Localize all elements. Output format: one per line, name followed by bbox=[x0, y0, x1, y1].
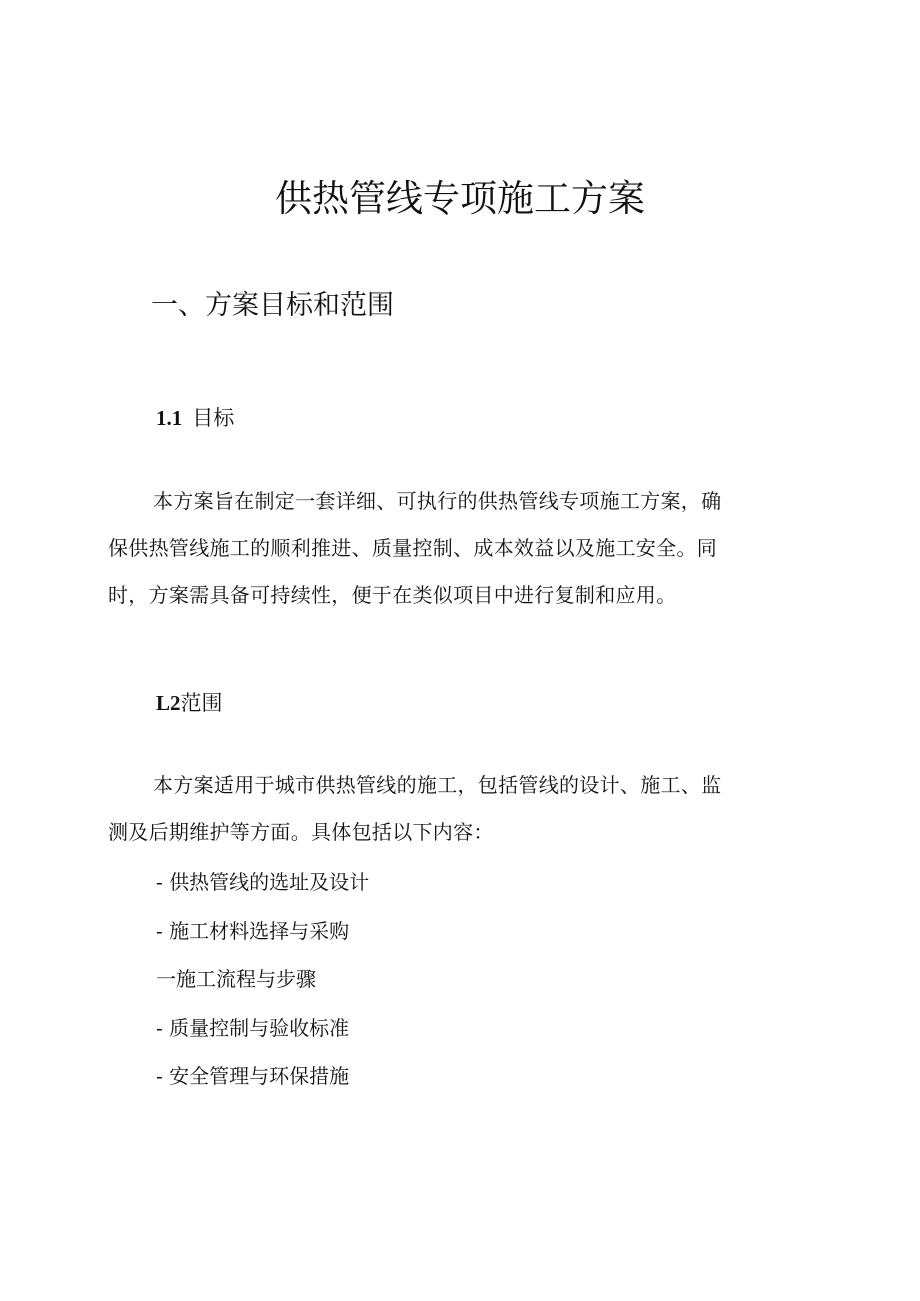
list-item: - 安全管理与环保措施 bbox=[156, 1064, 350, 1088]
goal-paragraph bbox=[108, 478, 808, 619]
subsection-number: L2 bbox=[156, 691, 181, 715]
paragraph-line: 本方案适用于城市供热管线的施工，包括管线的设计、施工、监 bbox=[153, 773, 722, 797]
scope-paragraph bbox=[108, 762, 808, 856]
section-heading-goals-scope: 一、方案目标和范围 bbox=[151, 290, 394, 321]
paragraph-line: 测及后期维护等方面。具体包括以下内容： bbox=[108, 820, 494, 844]
subsection-number: 1.1 bbox=[156, 406, 183, 430]
paragraph-line: 本方案旨在制定一套详细、可执行的供热管线专项施工方案，确 bbox=[153, 489, 722, 513]
paragraph-line: 时，方案需具备可持续性，便于在类似项目中进行复制和应用。 bbox=[108, 583, 677, 607]
subsection-heading-scope bbox=[156, 687, 223, 719]
subsection-heading-goal bbox=[156, 402, 234, 434]
document-title: 供热管线专项施工方案 bbox=[275, 177, 645, 220]
scope-items-list bbox=[156, 858, 369, 1101]
list-item: - 施工材料选择与采购 bbox=[156, 918, 350, 943]
list-item: 一施工流程与步骤 bbox=[156, 967, 316, 991]
list-item: - 质量控制与验收标准 bbox=[156, 1015, 350, 1040]
subsection-label: 目标 bbox=[192, 406, 235, 430]
list-item: - 供热管线的选址及设计 bbox=[156, 870, 370, 894]
subsection-label: 范围 bbox=[180, 691, 223, 715]
paragraph-line: 保供热管线施工的顺利推进、质量控制、成本效益以及施工安全。同 bbox=[108, 536, 717, 560]
